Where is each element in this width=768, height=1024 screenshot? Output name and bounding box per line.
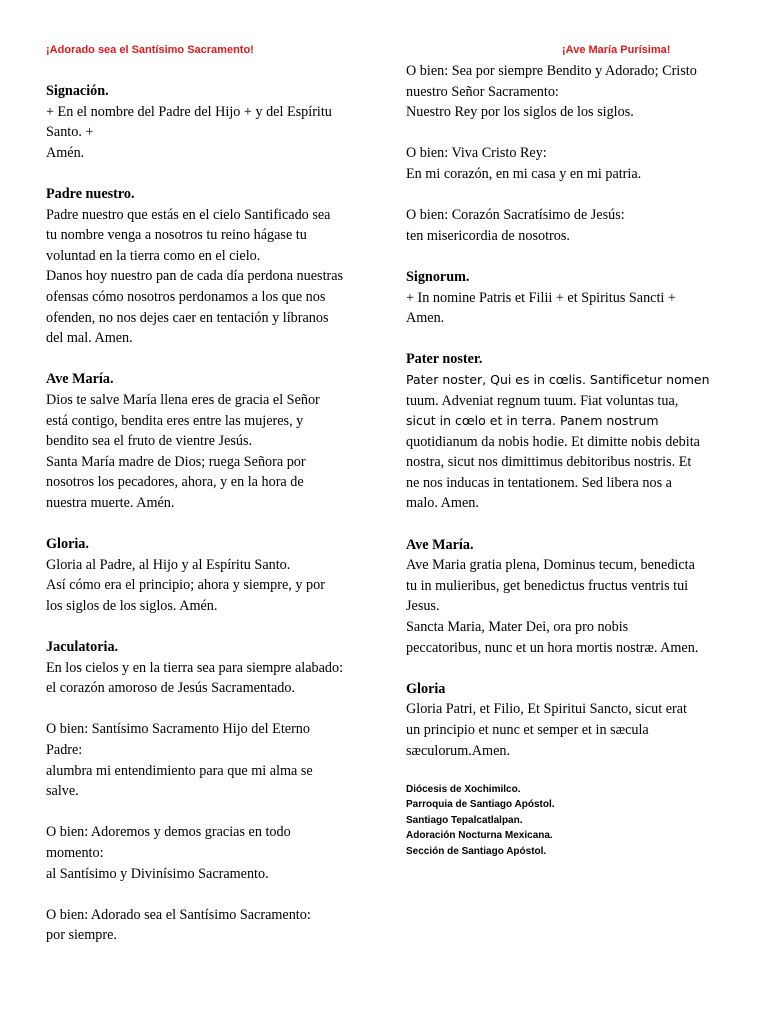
- section-body: [406, 288, 726, 329]
- header-right: ¡Ave María Purísima!: [562, 44, 671, 56]
- section-body: [46, 822, 366, 884]
- section-title: Padre nuestro.: [46, 185, 135, 202]
- section-jaculatoria: [46, 637, 366, 699]
- section-o-bien-2: [406, 205, 726, 246]
- text-line: O bien: Corazón Sacratísimo de Jesús:: [406, 207, 625, 224]
- text-line: del mal. Amen.: [46, 330, 133, 347]
- text-line: En mi corazón, en mi casa y en mi patria.: [406, 165, 642, 182]
- section-title: Pater noster.: [406, 351, 483, 368]
- text-line: nostra, sicut nos dimittimus debitoribus nostris. Et: [406, 454, 692, 471]
- text-line: malo. Amen.: [406, 495, 479, 512]
- text-line: Amén.: [46, 144, 85, 161]
- section-gloria: [46, 534, 366, 616]
- footer-line: Diócesis de Xochimilco.: [406, 783, 521, 795]
- text-line: Amen.: [406, 310, 445, 327]
- text-line: Padre:: [46, 742, 83, 758]
- text-line: tu nombre venga a nosotros tu reino hágase tu: [46, 227, 307, 244]
- section-title: Gloria: [406, 680, 446, 697]
- section-body: [406, 143, 726, 184]
- header-left: ¡Adorado sea el Santísimo Sacramento!: [46, 44, 254, 56]
- text-line: Pater noster, Qui es in cœlis. Santificetur nomen: [406, 371, 710, 387]
- section-title: Gloria.: [46, 536, 89, 553]
- text-line: Gloria Patri, et Filio, Et Spiritui Sancto, sicut erat: [406, 701, 687, 718]
- text-line: los siglos de los siglos. Amén.: [46, 597, 218, 614]
- text-line: ofensas cómo nosotros perdonamos a los que nos: [46, 288, 326, 305]
- text-line: alumbra mi entendimiento para que mi alma se: [46, 762, 313, 779]
- text-line: por siempre.: [46, 927, 117, 944]
- text-line: nosotros los pecadores, ahora, y en la hora de: [46, 474, 304, 491]
- text-line: nuestra muerte. Amén.: [46, 494, 175, 511]
- section-pater-noster: [406, 349, 726, 514]
- text-line: Jesus.: [406, 598, 440, 615]
- text-line: momento:: [46, 844, 104, 861]
- section-title: Ave María.: [406, 536, 474, 553]
- section-o-bien-1: [406, 143, 726, 184]
- text-line: quotidianum da nobis hodie. Et dimitte nobis debita: [406, 433, 700, 450]
- text-line: Ave Maria gratia plena, Dominus tecum, benedicta: [406, 557, 695, 574]
- section-body: [46, 719, 366, 801]
- section-body: [46, 390, 366, 514]
- text-line: está contigo, bendita eres entre las mujeres, y: [46, 412, 304, 429]
- section-body: [406, 370, 726, 514]
- text-line: tu in mulieribus, get benedictus fructus ventris tui: [406, 577, 689, 594]
- text-line: bendito sea el fruto de vientre Jesús.: [46, 433, 253, 450]
- text-line: ofenden, no nos dejes caer en tentación y líbranos: [46, 309, 329, 326]
- section-body: [46, 905, 366, 946]
- text-line: + In nomine Patris et Filii + et Spiritus Sancti +: [406, 289, 676, 306]
- text-line: tuum. Adveniat regnum tuum. Fiat voluntas tua,: [406, 392, 679, 409]
- section-ave-maria: [46, 369, 366, 513]
- text-line: al Santísimo y Divinísimo Sacramento.: [46, 865, 269, 882]
- text-line: En los cielos y en la tierra sea para siempre alabado:: [46, 659, 344, 676]
- section-body: [46, 102, 366, 164]
- section-body: [46, 205, 366, 349]
- section-o-bien-0: [406, 61, 726, 123]
- right-column: [406, 61, 726, 859]
- text-line: Gloria al Padre, al Hijo y al Espíritu Santo.: [46, 556, 291, 573]
- section-ave-maria: [406, 535, 726, 659]
- section-o-bien-6: [46, 822, 366, 884]
- text-line: Santo. +: [46, 124, 94, 141]
- text-line: el corazón amoroso de Jesús Sacramentado.: [46, 680, 295, 697]
- text-line: peccatoribus, nunc et un hora mortis nostræ. Amen.: [406, 639, 699, 656]
- section-title: Signorum.: [406, 268, 470, 285]
- footer-line: Sección de Santiago Apóstol.: [406, 845, 547, 857]
- text-line: O bien: Viva Cristo Rey:: [406, 145, 547, 162]
- text-line: Así cómo era el principio; ahora y siempre, y por: [46, 577, 325, 594]
- section-title: Ave María.: [46, 371, 114, 388]
- section-body: [406, 205, 726, 246]
- section-signacion: [46, 81, 366, 163]
- text-line: O bien: Santísimo Sacramento Hijo del Eterno: [46, 721, 310, 738]
- section-body: [406, 61, 726, 123]
- section-title: Signación.: [46, 83, 109, 99]
- text-line: Padre nuestro que estás en el cielo Santificado sea: [46, 206, 331, 223]
- text-line: voluntad en la tierra como en el cielo.: [46, 247, 261, 264]
- section-body: [46, 658, 366, 699]
- text-line: Sancta Maria, Mater Dei, ora pro nobis: [406, 619, 629, 636]
- section-title: Jaculatoria.: [46, 639, 119, 656]
- section-body: [46, 555, 366, 617]
- text-line: + En el nombre del Padre del Hijo + y del Espíritu: [46, 103, 332, 120]
- text-line: un principio et nunc et semper et in sæcula: [406, 722, 649, 738]
- section-body: [406, 555, 726, 658]
- section-body: [406, 699, 726, 761]
- text-line: Santa María madre de Dios; ruega Señora por: [46, 453, 306, 470]
- footer-parish-info: [406, 782, 726, 860]
- footer-line: Santiago Tepalcatlalpan.: [406, 814, 523, 826]
- left-column: [46, 81, 366, 967]
- section-o-bien-7: [46, 905, 366, 946]
- text-line: O bien: Adorado sea el Santísimo Sacramento:: [46, 906, 311, 923]
- text-line: nuestro Señor Sacramento:: [406, 83, 559, 100]
- text-line: Nuestro Rey por los siglos de los siglos.: [406, 104, 634, 121]
- text-line: O bien: Adoremos y demos gracias en todo: [46, 824, 291, 841]
- section-o-bien-5: [46, 719, 366, 801]
- section-padre-nuestro: [46, 184, 366, 349]
- text-line: sæculorum.Amen.: [406, 742, 511, 759]
- footer-line: Parroquia de Santiago Apóstol.: [406, 799, 555, 811]
- text-line: salve.: [46, 783, 79, 800]
- section-signorum: [406, 267, 726, 329]
- text-line: ten misericordia de nosotros.: [406, 227, 570, 244]
- section-gloria: [406, 679, 726, 761]
- text-line: ne nos inducas in tentationem. Sed libera nos a: [406, 474, 672, 491]
- text-line: O bien: Sea por siempre Bendito y Adorado; Cristo: [406, 63, 697, 79]
- text-line: sicut in cœlo et in terra. Panem nostrum: [406, 413, 659, 429]
- text-line: Dios te salve María llena eres de gracia el Señor: [46, 391, 320, 408]
- footer-line: Adoración Nocturna Mexicana.: [406, 830, 553, 842]
- text-line: Danos hoy nuestro pan de cada día perdona nuestras: [46, 268, 344, 285]
